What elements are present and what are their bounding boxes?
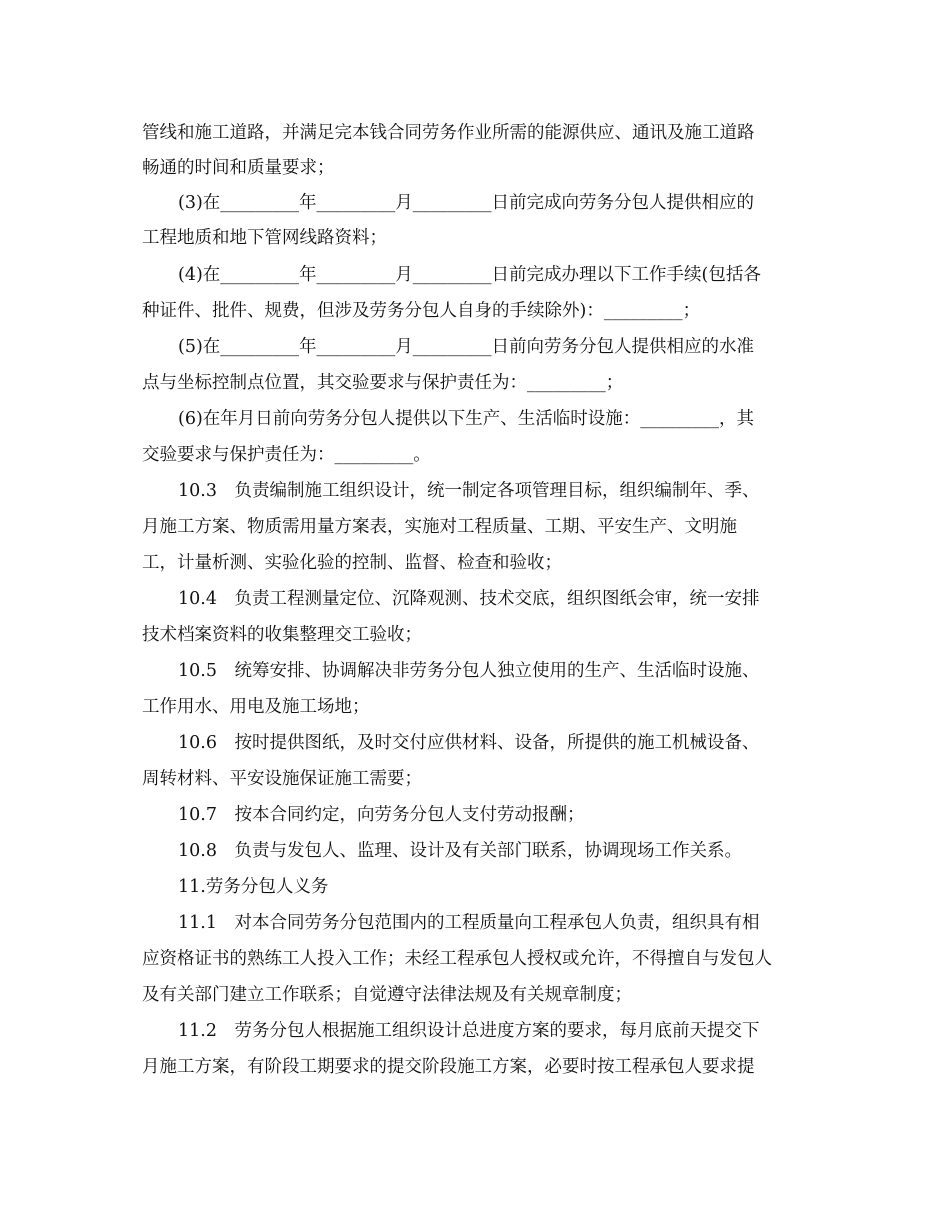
text-line: 10.6 按时提供图纸，及时交付应供材料、设备，所提供的施工机械设备、 xyxy=(178,733,760,753)
text-line: 月施工方案、物质需用量方案表，实施对工程质量、工期、平安生产、文明施 xyxy=(142,517,737,537)
text-line: 管线和施工道路，并满足完本钱合同劳务作业所需的能源供应、通讯及施工道路 xyxy=(142,123,755,143)
text-line: 10.3 负责编制施工组织设计，统一制定各项管理目标，组织编制年、季、 xyxy=(178,481,760,501)
text-line: 工，计量析测、实验化验的控制、监督、检查和验收； xyxy=(142,553,562,573)
text-line: 11.1 对本合同劳务分包范围内的工程质量向工程承包人负责，组织具有相 xyxy=(178,913,760,933)
text-line: 畅通的时间和质量要求； xyxy=(142,158,335,178)
text-line: 应资格证书的熟练工人投入工作；未经工程承包人授权或允许，不得擅自与发包人 xyxy=(142,949,772,969)
text-line: 周转材料、平安设施保证施工需要； xyxy=(142,769,422,789)
text-line: 10.7 按本合同约定，向劳务分包人支付劳动报酬； xyxy=(178,805,585,825)
section-heading: 11.劳务分包人义务 xyxy=(178,877,329,897)
text-line: 工作用水、用电及施工场地； xyxy=(142,697,370,717)
text-line: 及有关部门建立工作联系；自觉遵守法律法规及有关规章制度； xyxy=(142,985,632,1005)
text-line: 技术档案资料的收集整理交工验收； xyxy=(142,625,422,645)
text-line: 交验要求与保护责任为：_________。 xyxy=(142,445,431,465)
text-line: 工程地质和地下管网线路资料； xyxy=(142,228,387,248)
text-line: (5)在_________年_________月_________日前向劳务分包人提供相应的水准 xyxy=(178,337,755,357)
text-line: 月施工方案，有阶段工期要求的提交阶段施工方案，必要时按工程承包人要求提 xyxy=(142,1057,755,1077)
text-line: 10.4 负责工程测量定位、沉降观测、技术交底，组织图纸会审，统一安排 xyxy=(178,589,760,609)
text-line: 点与坐标控制点位置，其交验要求与保护责任为：_________； xyxy=(142,373,624,393)
text-line: 10.8 负责与发包人、监理、设计及有关部门联系，协调现场工作关系。 xyxy=(178,841,742,861)
text-line: 种证件、批件、规费，但涉及劳务分包人自身的手续除外)：_________； xyxy=(142,301,701,321)
text-line: (3)在_________年_________月_________日前完成向劳务分包人提供相应的 xyxy=(178,193,755,213)
text-line: (4)在_________年_________月_________日前完成办理以下工作手续(包括各 xyxy=(178,265,761,285)
text-line: 11.2 劳务分包人根据施工组织设计总进度方案的要求，每月底前天提交下 xyxy=(178,1021,760,1041)
text-line: (6)在年月日前向劳务分包人提供以下生产、生活临时设施：_________，其 xyxy=(178,409,755,429)
text-line: 10.5 统筹安排、协调解决非劳务分包人独立使用的生产、生活临时设施、 xyxy=(178,661,760,681)
